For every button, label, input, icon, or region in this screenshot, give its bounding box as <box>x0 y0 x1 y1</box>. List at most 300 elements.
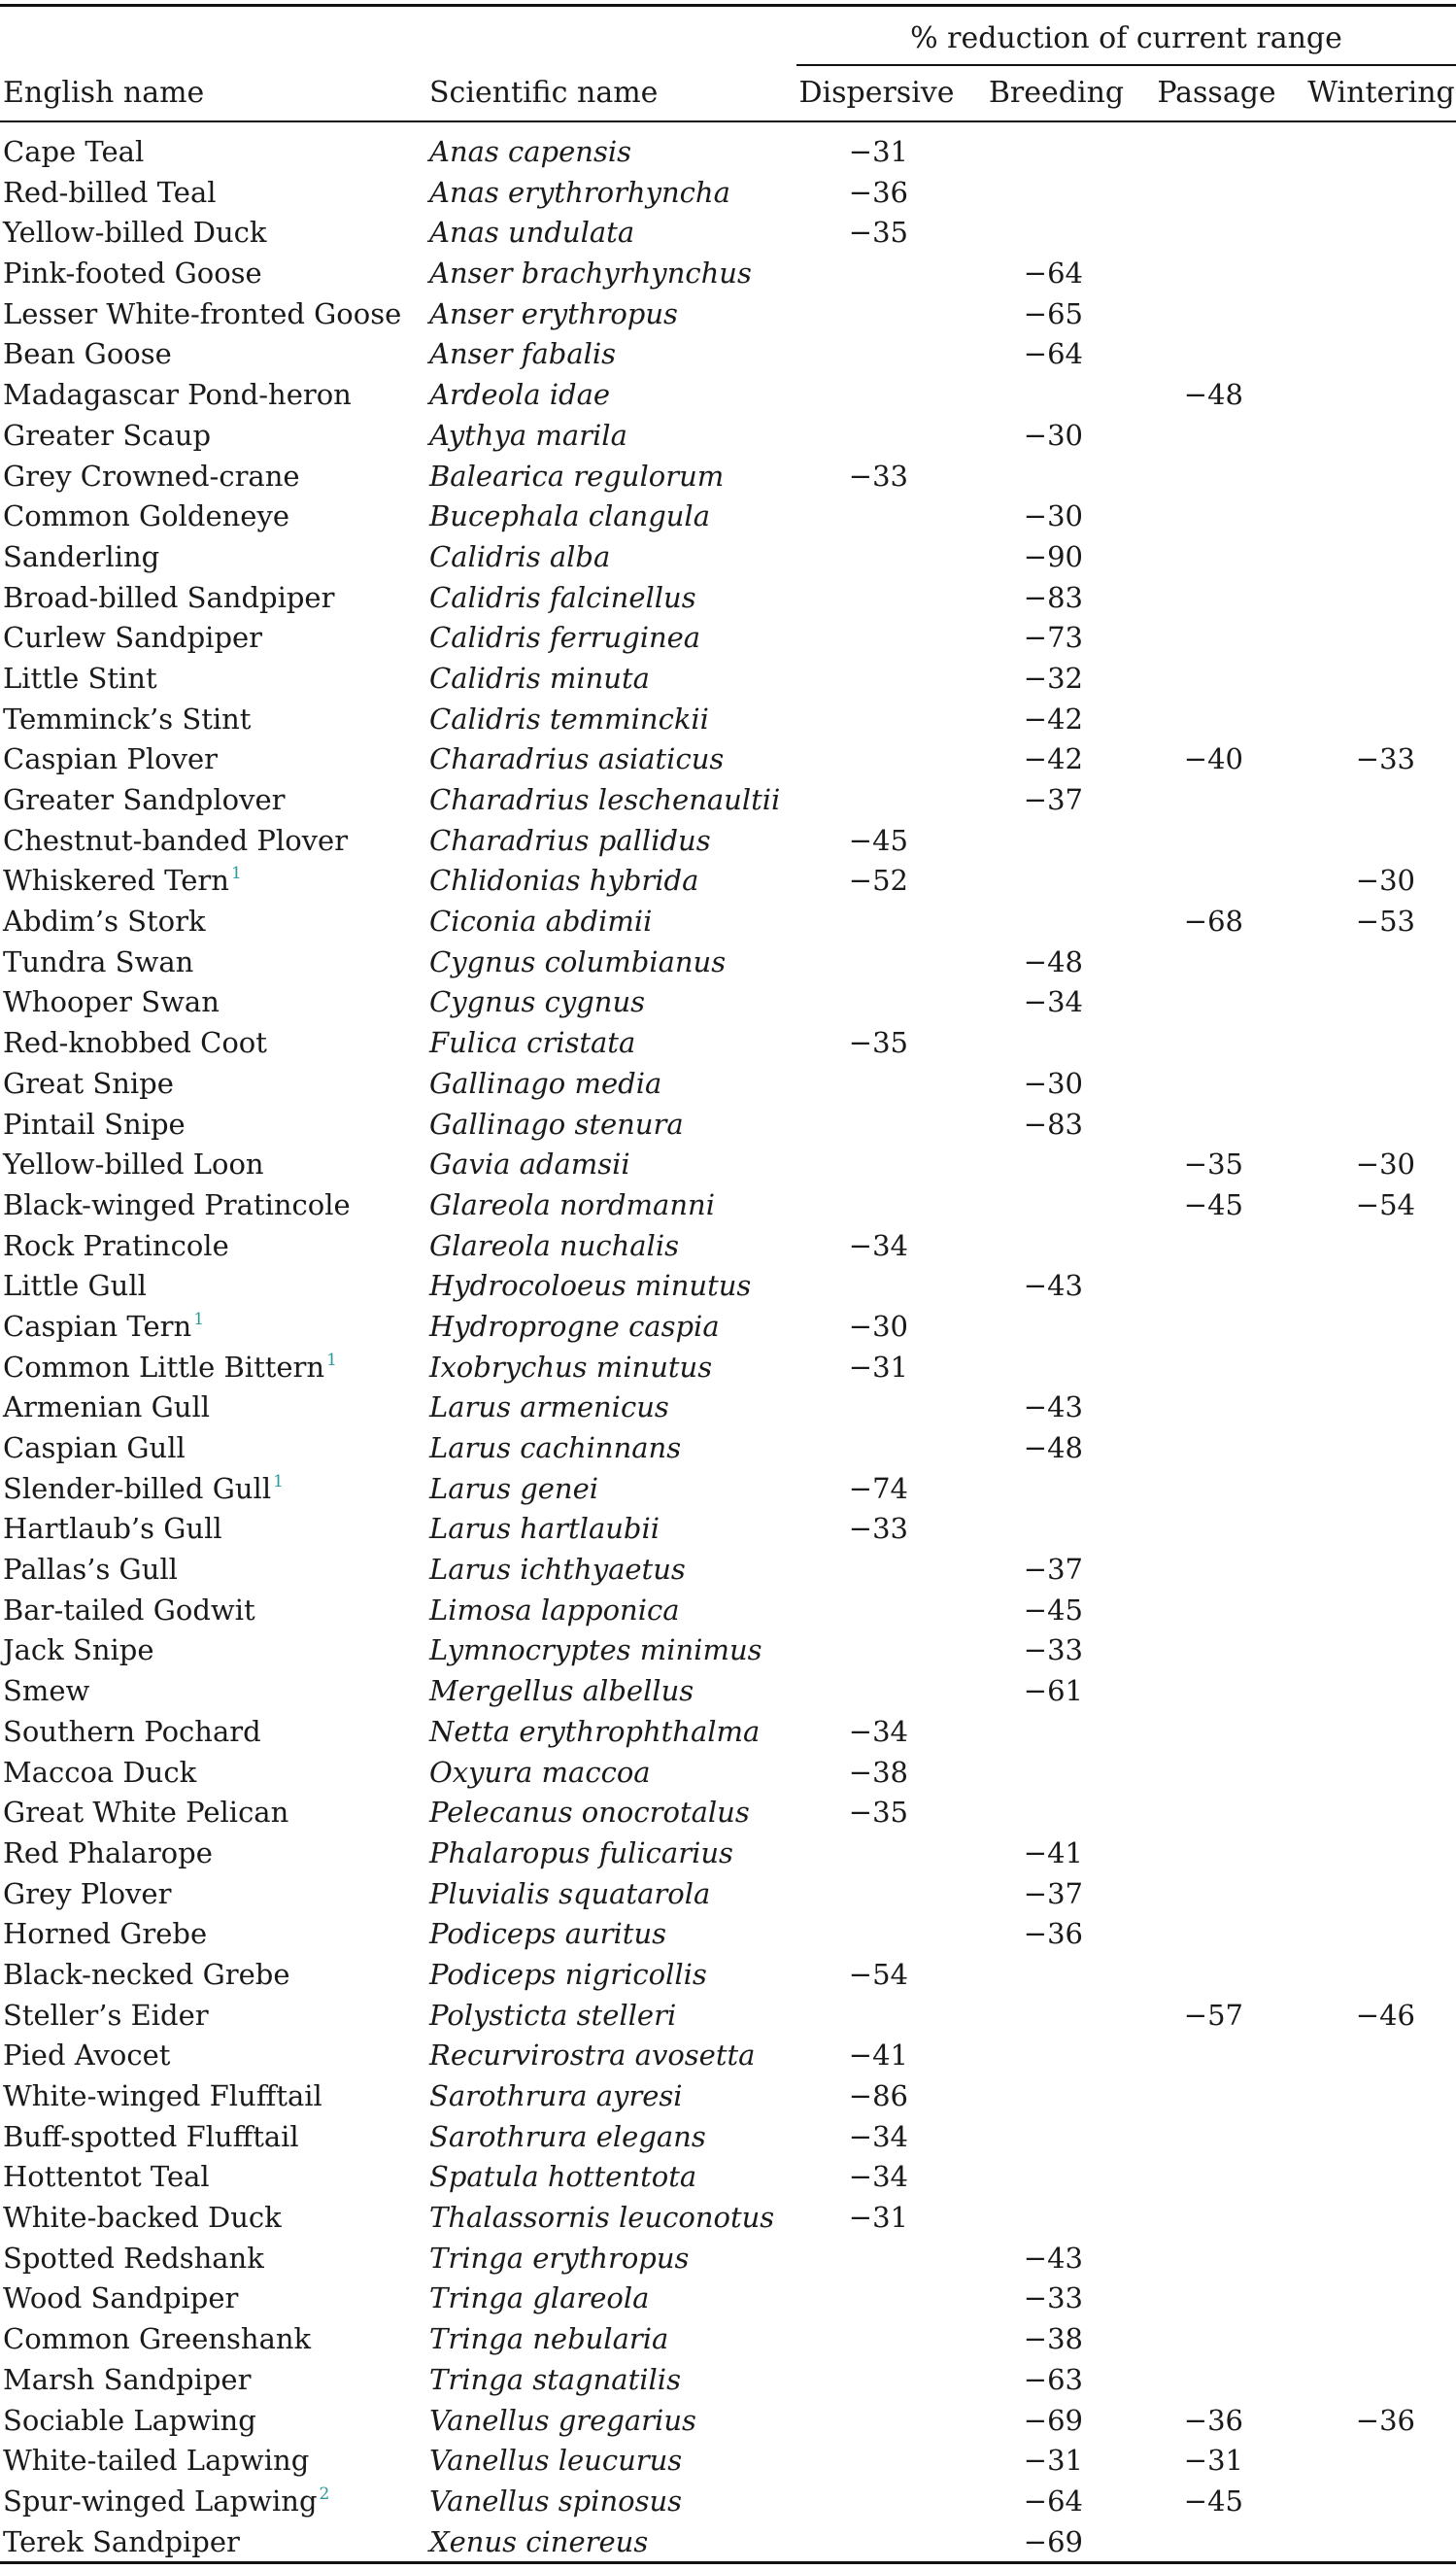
english-name-text: Cape Teal <box>3 135 145 168</box>
english-name-text: Smew <box>3 1674 90 1708</box>
scientific-name: Glareola nuchalis <box>429 1228 679 1262</box>
column-header-wintering: Wintering <box>1307 76 1455 110</box>
english-name <box>3 700 251 740</box>
english-name <box>3 2441 309 2482</box>
english-name-text: Bar-tailed Godwit <box>3 1593 255 1627</box>
english-name <box>3 1630 154 1671</box>
table-row <box>0 861 1456 902</box>
scientific-name: Pelecanus onocrotalus <box>429 1796 750 1830</box>
table-row <box>0 537 1456 578</box>
breeding-value: −48 <box>1023 1431 1083 1464</box>
scientific-name: Pluvialis squatarola <box>429 1876 711 1910</box>
english-name-text: Slender-billed Gull <box>3 1471 272 1505</box>
table-row <box>0 618 1456 659</box>
breeding-value: −83 <box>1023 1107 1083 1141</box>
table-row <box>0 700 1456 740</box>
english-name-text: Wood Sandpiper <box>3 2281 239 2315</box>
table-row <box>0 2522 1456 2563</box>
breeding-value: −90 <box>1023 539 1083 573</box>
table-row <box>0 942 1456 983</box>
breeding-value: −73 <box>1023 621 1083 655</box>
english-name <box>3 1509 222 1550</box>
dispersive-value: −35 <box>848 1796 908 1830</box>
table-row <box>0 213 1456 254</box>
english-name <box>3 1185 351 1226</box>
breeding-value: −43 <box>1023 1390 1083 1424</box>
english-name-text: Spotted Redshank <box>3 2241 264 2275</box>
english-name <box>3 1550 178 1591</box>
english-name <box>3 1105 186 1146</box>
table-row <box>0 254 1456 294</box>
scientific-name: Charadrius pallidus <box>429 823 711 857</box>
table-row <box>0 173 1456 214</box>
table-row <box>0 375 1456 416</box>
scientific-name: Fulica cristata <box>429 1026 636 1060</box>
english-name <box>3 1671 89 1712</box>
breeding-value: −37 <box>1023 1876 1083 1910</box>
scientific-name: Cygnus columbianus <box>429 944 727 978</box>
scientific-name: Calidris temminckii <box>429 702 709 736</box>
english-name <box>3 1388 210 1428</box>
scientific-name: Oxyura maccoa <box>429 1755 651 1789</box>
english-name-text: Greater Sandplover <box>3 783 286 816</box>
wintering-value: −54 <box>1355 1187 1415 1221</box>
breeding-value: −45 <box>1023 1593 1083 1627</box>
english-name <box>3 1023 267 1064</box>
english-name <box>3 1064 174 1105</box>
scientific-name: Tringa stagnatilis <box>429 2362 681 2396</box>
table-row <box>0 1955 1456 1996</box>
passage-value: −48 <box>1183 378 1243 412</box>
english-name <box>3 1793 288 1833</box>
wintering-value: −36 <box>1355 2403 1415 2437</box>
passage-value: −31 <box>1183 2444 1243 2478</box>
english-name-text: Lesser White-fronted Goose <box>3 296 402 330</box>
scientific-name: Podiceps auritus <box>429 1917 667 1951</box>
table-row <box>0 1996 1456 2037</box>
passage-value: −40 <box>1183 742 1243 776</box>
english-name-text: Spur-winged Lapwing <box>3 2484 318 2518</box>
english-name-text: Grey Plover <box>3 1876 172 1910</box>
table-row <box>0 739 1456 780</box>
english-name-text: Caspian Gull <box>3 1431 186 1464</box>
english-name-text: Black-winged Pratincole <box>3 1187 351 1221</box>
scientific-name: Gallinago stenura <box>429 1107 684 1141</box>
english-name <box>3 739 218 780</box>
english-name-text: Red Phalarope <box>3 1835 213 1869</box>
table-row <box>0 1266 1456 1307</box>
table-row <box>0 294 1456 335</box>
english-name-text: Great White Pelican <box>3 1796 289 1830</box>
english-name-text: Jack Snipe <box>3 1633 154 1667</box>
table-row <box>0 2036 1456 2076</box>
table-row <box>0 982 1456 1023</box>
scientific-name: Anser brachyrhynchus <box>429 257 752 291</box>
passage-value: −68 <box>1183 905 1243 939</box>
table-row <box>0 1307 1456 1348</box>
top-rule <box>0 4 1456 7</box>
breeding-value: −64 <box>1023 337 1083 371</box>
english-name-text: Red-billed Teal <box>3 175 217 209</box>
scientific-name: Thalassornis leuconotus <box>429 2201 775 2235</box>
english-name <box>3 659 157 700</box>
footnote-marker: 1 <box>230 864 242 884</box>
scientific-name: Lymnocryptes minimus <box>429 1633 762 1667</box>
table-row <box>0 1023 1456 1064</box>
breeding-value: −37 <box>1023 783 1083 816</box>
english-name-text: Curlew Sandpiper <box>3 621 263 655</box>
dispersive-value: −33 <box>848 459 908 493</box>
english-name-text: Pintail Snipe <box>3 1107 186 1141</box>
table-row <box>0 1753 1456 1794</box>
english-name <box>3 2198 282 2239</box>
scientific-name: Anser fabalis <box>429 337 617 371</box>
english-name-text: Caspian Plover <box>3 742 219 776</box>
table-row <box>0 497 1456 537</box>
scientific-name: Gallinago media <box>429 1066 662 1100</box>
english-name-text: Common Greenshank <box>3 2322 312 2356</box>
english-name <box>3 1591 255 1631</box>
english-name-text: Southern Pochard <box>3 1714 261 1748</box>
table-row <box>0 1874 1456 1915</box>
english-name-text: Yellow-billed Duck <box>3 216 267 250</box>
table-row <box>0 416 1456 457</box>
footnote-marker: 1 <box>273 1471 284 1491</box>
breeding-value: −36 <box>1023 1917 1083 1951</box>
scientific-name: Calidris minuta <box>429 661 650 695</box>
table-row <box>0 902 1456 942</box>
breeding-value: −69 <box>1023 2403 1083 2437</box>
dispersive-value: −54 <box>848 1957 908 1991</box>
table-row <box>0 1550 1456 1591</box>
english-name-text: Little Gull <box>3 1269 147 1303</box>
breeding-value: −30 <box>1023 418 1083 452</box>
english-name <box>3 2076 322 2117</box>
dispersive-value: −35 <box>848 1026 908 1060</box>
english-name <box>3 2401 256 2442</box>
breeding-value: −64 <box>1023 257 1083 291</box>
english-name <box>3 902 206 942</box>
english-name <box>3 2522 240 2563</box>
breeding-value: −63 <box>1023 2362 1083 2396</box>
english-name <box>3 1226 229 1267</box>
table-row <box>0 1712 1456 1753</box>
english-name-text: Steller’s Eider <box>3 1998 209 2032</box>
breeding-value: −43 <box>1023 2241 1083 2275</box>
breeding-value: −48 <box>1023 944 1083 978</box>
dispersive-value: −36 <box>848 175 908 209</box>
english-name <box>3 254 262 294</box>
scientific-name: Vanellus gregarius <box>429 2403 696 2437</box>
bottom-rule <box>0 2561 1456 2564</box>
english-name <box>3 982 220 1023</box>
table-row <box>0 1428 1456 1469</box>
table-row <box>0 1793 1456 1833</box>
column-header-dispersive: Dispersive <box>798 76 955 110</box>
table-row <box>0 2076 1456 2117</box>
dispersive-value: −34 <box>848 2160 908 2194</box>
english-name-text: Grey Crowned-crane <box>3 459 300 493</box>
english-name-text: Great Snipe <box>3 1066 174 1100</box>
table-row <box>0 1509 1456 1550</box>
column-header-passage: Passage <box>1157 76 1276 110</box>
english-name <box>3 1955 290 1996</box>
table-row <box>0 1591 1456 1631</box>
english-name <box>3 1145 264 1185</box>
english-name-text: White-backed Duck <box>3 2201 282 2235</box>
breeding-value: −42 <box>1023 742 1083 776</box>
english-name <box>3 497 289 537</box>
english-name <box>3 861 242 902</box>
dispersive-value: −38 <box>848 1755 908 1789</box>
table-row <box>0 2198 1456 2239</box>
span-rule <box>796 64 1456 66</box>
scientific-name: Vanellus spinosus <box>429 2484 683 2518</box>
english-name-text: Maccoa Duck <box>3 1755 197 1789</box>
scientific-name: Netta erythrophthalma <box>429 1714 761 1748</box>
scientific-name: Hydroprogne caspia <box>429 1309 720 1343</box>
scientific-name: Larus ichthyaetus <box>429 1553 686 1587</box>
english-name <box>3 1712 261 1753</box>
english-name-text: Little Stint <box>3 661 157 695</box>
english-name-text: Greater Scaup <box>3 418 212 452</box>
english-name <box>3 2279 238 2319</box>
dispersive-value: −34 <box>848 1228 908 1262</box>
english-name-text: Pied Avocet <box>3 2039 171 2073</box>
wintering-value: −30 <box>1355 864 1415 898</box>
table-row <box>0 2441 1456 2482</box>
english-name-text: Rock Pratincole <box>3 1228 229 1262</box>
breeding-value: −34 <box>1023 985 1083 1019</box>
scientific-name: Sarothrura ayresi <box>429 2079 683 2112</box>
english-name <box>3 2319 311 2360</box>
scientific-name: Ardeola idae <box>429 378 611 412</box>
english-name-text: Hartlaub’s Gull <box>3 1512 222 1546</box>
english-name <box>3 1833 213 1874</box>
table-row <box>0 1630 1456 1671</box>
dispersive-value: −33 <box>848 1512 908 1546</box>
dispersive-value: −41 <box>848 2039 908 2073</box>
wintering-value: −53 <box>1355 905 1415 939</box>
wintering-value: −30 <box>1355 1148 1415 1182</box>
breeding-value: −69 <box>1023 2524 1083 2558</box>
english-name-text: Red-knobbed Coot <box>3 1026 267 1060</box>
passage-value: −35 <box>1183 1148 1243 1182</box>
english-name <box>3 1348 337 1388</box>
dispersive-value: −34 <box>848 1714 908 1748</box>
scientific-name: Ixobrychus minutus <box>429 1350 713 1384</box>
english-name <box>3 2239 264 2279</box>
breeding-value: −61 <box>1023 1674 1083 1708</box>
english-name <box>3 2036 170 2076</box>
english-name-text: Broad-billed Sandpiper <box>3 580 335 614</box>
scientific-name: Balearica regulorum <box>429 459 725 493</box>
table-row <box>0 1105 1456 1146</box>
english-name-text: Pink-footed Goose <box>3 257 262 291</box>
english-name-text: Armenian Gull <box>3 1390 210 1424</box>
scientific-name: Tringa glareola <box>429 2281 650 2315</box>
column-header-breeding: Breeding <box>988 76 1125 110</box>
scientific-name: Larus genei <box>429 1471 599 1505</box>
dispersive-value: −86 <box>848 2079 908 2112</box>
scientific-name: Gavia adamsii <box>429 1148 630 1182</box>
wintering-value: −33 <box>1355 742 1415 776</box>
table-row <box>0 1388 1456 1428</box>
english-name <box>3 821 348 862</box>
table-row <box>0 2157 1456 2198</box>
dispersive-value: −35 <box>848 216 908 250</box>
english-name <box>3 578 334 619</box>
scientific-name: Charadrius leschenaultii <box>429 783 781 816</box>
column-header-scientific: Scientific name <box>429 76 659 110</box>
english-name-text: Sociable Lapwing <box>3 2403 256 2437</box>
breeding-value: −31 <box>1023 2444 1083 2478</box>
breeding-value: −41 <box>1023 1835 1083 1869</box>
english-name-text: Common Little Bittern <box>3 1350 325 1384</box>
english-name <box>3 375 352 416</box>
table-row <box>0 1185 1456 1226</box>
column-header-english: English name <box>3 76 205 110</box>
english-name-text: Marsh Sandpiper <box>3 2362 252 2396</box>
english-name <box>3 1753 196 1794</box>
breeding-value: −33 <box>1023 1633 1083 1667</box>
english-name <box>3 1469 284 1510</box>
table-body <box>0 132 1456 2562</box>
english-name-text: Temminck’s Stint <box>3 702 252 736</box>
breeding-value: −30 <box>1023 1066 1083 1100</box>
scientific-name: Anas erythrorhyncha <box>429 175 730 209</box>
scientific-name: Phalaropus fulicarius <box>429 1835 733 1869</box>
scientific-name: Tringa erythropus <box>429 2241 690 2275</box>
table-row <box>0 578 1456 619</box>
scientific-name: Chlidonias hybrida <box>429 864 699 898</box>
table-row <box>0 1833 1456 1874</box>
scientific-name: Tringa nebularia <box>429 2322 669 2356</box>
english-name-text: Yellow-billed Loon <box>3 1148 264 1182</box>
english-name-text: White-winged Flufftail <box>3 2079 322 2112</box>
english-name <box>3 416 211 457</box>
english-name <box>3 173 217 214</box>
english-name <box>3 2360 251 2401</box>
table-row <box>0 2279 1456 2319</box>
passage-value: −36 <box>1183 2403 1243 2437</box>
english-name-text: Abdim’s Stork <box>3 905 206 939</box>
table-row <box>0 1145 1456 1185</box>
english-name <box>3 294 401 335</box>
english-name-text: Sanderling <box>3 539 160 573</box>
dispersive-value: −34 <box>848 2119 908 2153</box>
dispersive-value: −45 <box>848 823 908 857</box>
english-name-text: Tundra Swan <box>3 944 194 978</box>
english-name-text: Chestnut-banded Plover <box>3 823 349 857</box>
english-name-text: Black-necked Grebe <box>3 1957 290 1991</box>
scientific-name: Xenus cinereus <box>429 2524 649 2558</box>
scientific-name: Anas undulata <box>429 216 635 250</box>
table-row <box>0 1469 1456 1510</box>
scientific-name: Calidris ferruginea <box>429 621 701 655</box>
scientific-name: Charadrius asiaticus <box>429 742 725 776</box>
scientific-name: Anser erythropus <box>429 296 678 330</box>
english-name <box>3 132 144 173</box>
table-row <box>0 1914 1456 1955</box>
english-name-text: Whiskered Tern <box>3 864 229 898</box>
breeding-value: −43 <box>1023 1269 1083 1303</box>
table-row <box>0 1226 1456 1267</box>
scientific-name: Aythya marila <box>429 418 627 452</box>
scientific-name: Calidris alba <box>429 539 611 573</box>
english-name-text: Whooper Swan <box>3 985 220 1019</box>
scientific-name: Limosa lapponica <box>429 1593 680 1627</box>
table-row <box>0 1671 1456 1712</box>
table-row <box>0 2239 1456 2279</box>
scientific-name: Calidris falcinellus <box>429 580 696 614</box>
english-name-text: Bean Goose <box>3 337 172 371</box>
english-name-text: Hottentot Teal <box>3 2160 210 2194</box>
scientific-name: Vanellus leucurus <box>429 2444 683 2478</box>
table-row <box>0 821 1456 862</box>
table-row <box>0 1348 1456 1388</box>
english-name <box>3 1996 209 2037</box>
english-name-text: Horned Grebe <box>3 1917 208 1951</box>
dispersive-value: −31 <box>848 2201 908 2235</box>
table-row <box>0 2319 1456 2360</box>
scientific-name: Ciconia abdimii <box>429 905 653 939</box>
english-name-text: Madagascar Pond-heron <box>3 378 352 412</box>
breeding-value: −64 <box>1023 2484 1083 2518</box>
english-name <box>3 942 193 983</box>
breeding-value: −30 <box>1023 499 1083 533</box>
scientific-name: Podiceps nigricollis <box>429 1957 707 1991</box>
english-name-text: Caspian Tern <box>3 1309 192 1343</box>
dispersive-value: −74 <box>848 1471 908 1505</box>
wintering-value: −46 <box>1355 1998 1415 2032</box>
table-row <box>0 2117 1456 2158</box>
breeding-value: −37 <box>1023 1553 1083 1587</box>
passage-value: −45 <box>1183 1187 1243 1221</box>
passage-value: −57 <box>1183 1998 1243 2032</box>
english-name <box>3 1874 171 1915</box>
table-row <box>0 334 1456 375</box>
breeding-value: −83 <box>1023 580 1083 614</box>
scientific-name: Sarothrura elegans <box>429 2119 706 2153</box>
footnote-marker: 1 <box>326 1350 337 1370</box>
table-row <box>0 2360 1456 2401</box>
english-name <box>3 213 267 254</box>
english-name-text: Pallas’s Gull <box>3 1553 178 1587</box>
breeding-value: −38 <box>1023 2322 1083 2356</box>
header-rule <box>0 120 1456 122</box>
table-row <box>0 132 1456 173</box>
english-name <box>3 618 262 659</box>
table-row <box>0 780 1456 821</box>
scientific-name: Larus hartlaubii <box>429 1512 660 1546</box>
english-name <box>3 334 172 375</box>
scientific-name: Mergellus albellus <box>429 1674 694 1708</box>
scientific-name: Spatula hottentota <box>429 2160 697 2194</box>
english-name-text: Buff-spotted Flufftail <box>3 2119 299 2153</box>
scientific-name: Glareola nordmanni <box>429 1187 715 1221</box>
dispersive-value: −30 <box>848 1309 908 1343</box>
footnote-marker: 1 <box>193 1309 205 1329</box>
table-row <box>0 659 1456 700</box>
span-header: % reduction of current range <box>910 21 1342 55</box>
english-name <box>3 2482 329 2522</box>
english-name-text: Terek Sandpiper <box>3 2524 240 2558</box>
english-name <box>3 1266 147 1307</box>
english-name <box>3 1428 186 1469</box>
dispersive-value: −52 <box>848 864 908 898</box>
english-name <box>3 780 285 821</box>
